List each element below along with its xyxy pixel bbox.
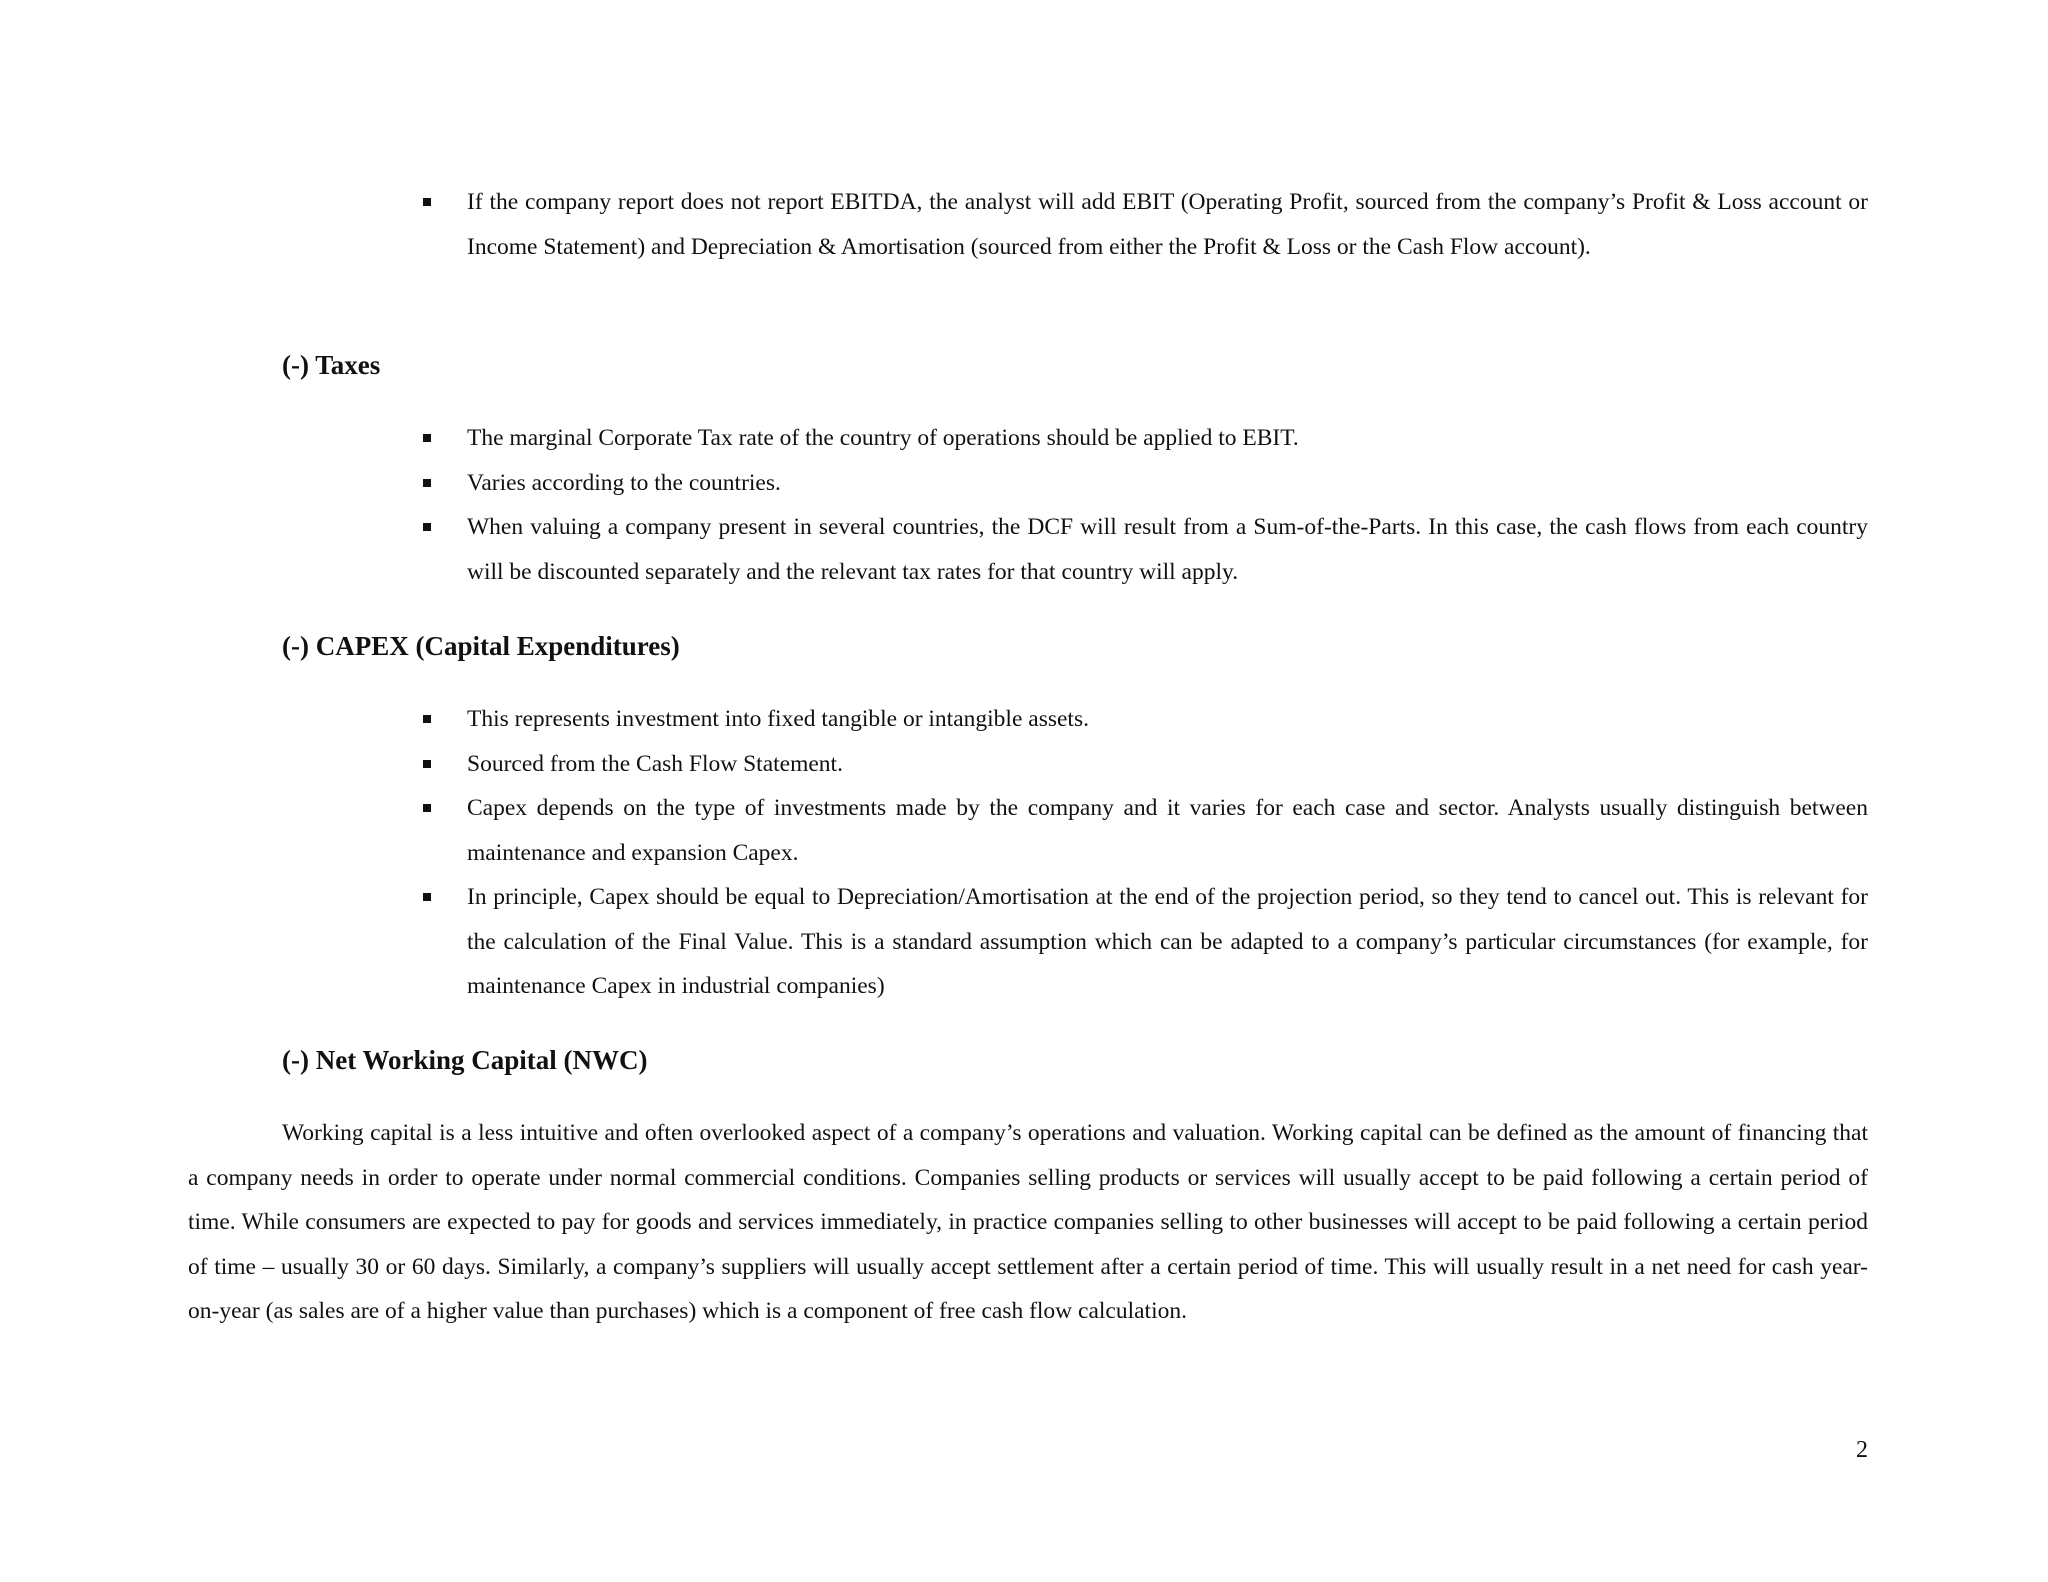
square-bullet-icon [423,434,431,442]
bullet-text: If the company report does not report EBITDA, the analyst will add EBIT (Operating Profit, sourced from the company’s Profit & Loss account or Income Statement) and Depreciation & Amortisation (sourced from either the Profit & Loss or the Cash Flow account). [467,189,1868,260]
square-bullet-icon [423,804,431,812]
square-bullet-icon [423,715,431,723]
list-item [420,461,1868,506]
square-bullet-icon [423,198,431,206]
list-item [420,505,1868,594]
square-bullet-icon [423,479,431,487]
bullet-text: Sourced from the Cash Flow Statement. [467,750,843,777]
list-item [420,786,1868,875]
capex-bullet-list [420,697,1868,1009]
bullet-text: When valuing a company present in several countries, the DCF will result from a Sum-of-the-Parts. In this case, the cash flows from each country will be discounted separately and the relevant tax rates for that country will apply. [467,514,1868,585]
bullet-text: The marginal Corporate Tax rate of the country of operations should be applied to EBIT. [467,425,1299,451]
intro-bullet-list [420,180,1868,269]
page-number: 2 [1856,1437,1868,1463]
taxes-bullet-list [420,416,1868,594]
list-item [420,697,1868,742]
taxes-heading: (-) Taxes [282,350,381,380]
bullet-text: In principle, Capex should be equal to Depreciation/Amortisation at the end of the projection period, so they tend to cancel out. This is relevant for the calculation of the Final Value. This is a standard assumption which can be adapted to a company’s particular circumstances (for example, for maintenance Capex in industrial companies) [467,884,1868,999]
square-bullet-icon [423,893,431,901]
bullet-text: This represents investment into fixed tangible or intangible assets. [467,706,1089,732]
square-bullet-icon [423,760,431,768]
capex-heading: (-) CAPEX (Capital Expenditures) [282,631,680,661]
list-item [420,875,1868,1009]
nwc-heading: (-) Net Working Capital (NWC) [282,1045,648,1075]
list-item [420,742,1868,787]
square-bullet-icon [423,523,431,531]
nwc-paragraph: Working capital is a less intuitive and often overlooked aspect of a company’s operations and valuation. Working capital can be defined as the amount of financing that a company needs in order to operate under normal commercial conditions. Companies selling products or services will usually accept to be paid following a certain period of time. While consumers are expected to pay for goods and services immediately, in practice companies selling to other businesses will accept to be paid following a certain period of time – usually 30 or 60 days. Similarly, a company’s suppliers will usually accept settlement after a certain period of time. This will usually result in a net need for cash year-on-year (as sales are of a higher value than purchases) which is a component of free cash flow calculation. [188,1120,1868,1324]
list-item [420,416,1868,461]
list-item [420,180,1868,269]
bullet-text: Capex depends on the type of investments made by the company and it varies for each case and sector. Analysts usually distinguish between maintenance and expansion Capex. [467,795,1868,866]
bullet-text: Varies according to the countries. [467,469,781,496]
